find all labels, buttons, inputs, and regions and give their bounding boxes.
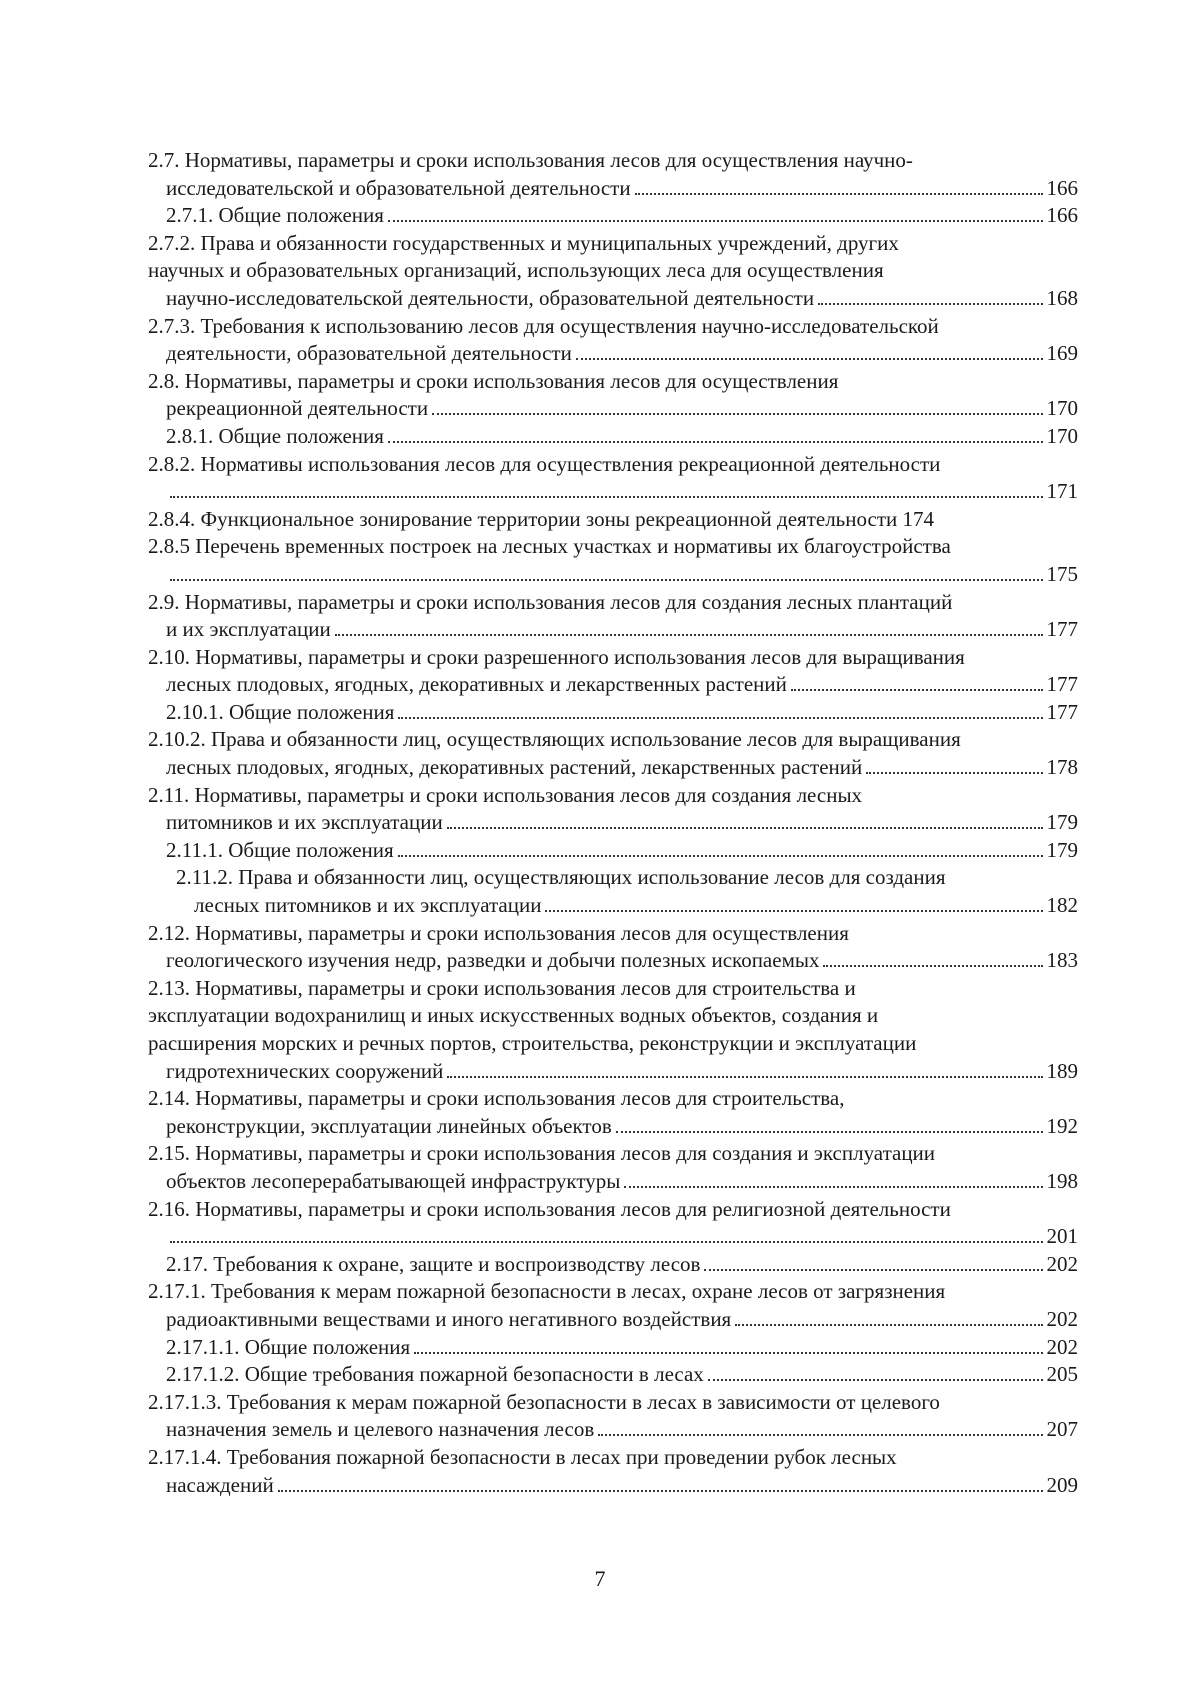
toc-entry-leader-line: [148, 340, 1078, 368]
toc-entry-leader-line: [148, 561, 1078, 589]
toc-entry-page: 202: [1046, 1334, 1078, 1359]
toc-entry-leader-line: [148, 1416, 1078, 1444]
toc-entry[interactable]: [148, 202, 1078, 230]
toc-entry-leader-line: [148, 947, 1078, 975]
toc-entry-title: 2.11.1. Общие положения: [166, 837, 394, 862]
toc-entry-page: 192: [1046, 1113, 1078, 1138]
toc-entry[interactable]: [148, 1251, 1078, 1279]
toc-entry-leader-line: [148, 175, 1078, 203]
toc-entry-title: 2.17.1.1. Общие положения: [166, 1334, 411, 1359]
toc-entry-leader-line: [148, 285, 1078, 313]
toc-entry-page: 170: [1046, 396, 1078, 421]
toc-entry-line: 2.9. Нормативы, параметры и сроки использования лесов для создания лесных плантаций: [148, 589, 953, 614]
toc-entry-title: объектов лесоперерабатывающей инфраструктуры: [166, 1168, 621, 1193]
toc-entry-line: научных и образовательных организаций, использующих леса для осуществления: [148, 258, 884, 283]
toc-entry-line: 2.11. Нормативы, параметры и сроки использования лесов для создания лесных: [148, 782, 863, 807]
dot-leader: [335, 634, 1043, 636]
toc-entry-leader-line: [148, 837, 1078, 865]
dot-leader: [278, 1490, 1043, 1492]
dot-leader: [735, 1324, 1042, 1326]
toc-entry-page: 198: [1046, 1168, 1078, 1193]
toc-entry-leader-line: [148, 1251, 1078, 1279]
toc-entry-line: 2.8.4. Функциональное зонирование территории зоны рекреационной деятельности 174: [148, 506, 934, 531]
dot-leader: [708, 1379, 1043, 1381]
toc-entry-page: 171: [1046, 479, 1078, 504]
toc-entry-page: 202: [1046, 1251, 1078, 1276]
toc-entry-leader-line: [148, 1361, 1078, 1389]
toc-entry[interactable]: [148, 975, 1078, 1085]
dot-leader: [170, 579, 1043, 581]
toc-entry[interactable]: [148, 1389, 1078, 1444]
toc-entry-line: 2.17.1.4. Требования пожарной безопасности в лесах при проведении рубок лесных: [148, 1444, 897, 1469]
toc-entry[interactable]: [148, 1196, 1078, 1251]
toc-entry-title: геологического изучения недр, разведки и добычи полезных ископаемых: [166, 948, 820, 973]
toc-entry[interactable]: [148, 589, 1078, 644]
toc-entry-page: 183: [1046, 948, 1078, 973]
toc-entry-page: 189: [1046, 1058, 1078, 1083]
toc-entry-page: 170: [1046, 423, 1078, 448]
toc-entry-page: 182: [1046, 893, 1078, 918]
toc-entry-page: 202: [1046, 1306, 1078, 1331]
toc-entry-leader-line: [148, 1223, 1078, 1251]
toc-entry-leader-line: [148, 423, 1078, 451]
toc-entry-leader-line: [148, 1334, 1078, 1362]
dot-leader: [866, 772, 1042, 774]
dot-leader: [818, 303, 1042, 305]
dot-leader: [170, 496, 1043, 498]
dot-leader: [635, 193, 1043, 195]
dot-leader: [447, 1076, 1042, 1078]
toc-entry-page: 166: [1046, 175, 1078, 200]
toc-entry[interactable]: [148, 837, 1078, 865]
toc-entry-title: 2.17. Требования к охране, защите и воспроизводству лесов: [166, 1251, 701, 1276]
toc-entry-line: 2.8. Нормативы, параметры и сроки использования лесов для осуществления: [148, 368, 839, 393]
toc-entry-title: 2.7.1. Общие положения: [166, 203, 384, 228]
toc-entry[interactable]: [148, 451, 1078, 506]
toc-entry-page: 205: [1046, 1362, 1078, 1387]
toc-entry[interactable]: [148, 726, 1078, 781]
dot-leader: [576, 358, 1043, 360]
toc-entry-leader-line: [148, 1058, 1078, 1086]
toc-entry-title: насаждений: [166, 1472, 274, 1497]
toc-entry-line: 2.7.3. Требования к использованию лесов для осуществления научно-исследовательской: [148, 313, 939, 338]
toc-entry-page: 177: [1046, 617, 1078, 642]
dot-leader: [388, 220, 1043, 222]
toc-entry-leader-line: [176, 892, 1078, 920]
toc-entry-line: 2.14. Нормативы, параметры и сроки использования лесов для строительства,: [148, 1086, 845, 1111]
dot-leader: [791, 689, 1043, 691]
dot-leader: [447, 827, 1043, 829]
toc-entry-leader-line: [148, 616, 1078, 644]
toc-entry[interactable]: [148, 230, 1078, 313]
toc-entry[interactable]: [148, 1444, 1078, 1499]
toc-entry-leader-line: [148, 1472, 1078, 1500]
toc-entry-title: лесных плодовых, ягодных, декоративных растений, лекарственных растений: [166, 755, 863, 780]
page-number: 7: [594, 1566, 606, 1591]
toc-entry-line: расширения морских и речных портов, строительства, реконструкции и эксплуатации: [148, 1031, 917, 1055]
toc-entry[interactable]: [148, 1085, 1078, 1140]
toc-entry-title: лесных плодовых, ягодных, декоративных и лекарственных растений: [166, 672, 787, 697]
toc-entry-line: 2.8.5 Перечень временных построек на лесных участках и нормативы их благоустройства: [148, 534, 951, 559]
toc-entry-title: 2.17.1.2. Общие требования пожарной безопасности в лесах: [166, 1362, 704, 1387]
toc-entry-title: рекреационной деятельности: [166, 396, 429, 421]
toc-entry[interactable]: [148, 864, 1078, 919]
dot-leader: [704, 1269, 1042, 1271]
dot-leader: [432, 413, 1042, 415]
toc-entry[interactable]: [148, 1140, 1078, 1195]
toc-entry[interactable]: [148, 313, 1078, 368]
toc-entry-page: 201: [1046, 1224, 1078, 1249]
toc-entry[interactable]: [148, 147, 1078, 202]
toc-entry-leader-line: [148, 1113, 1078, 1141]
toc-entry-title: реконструкции, эксплуатации линейных объектов: [166, 1113, 612, 1138]
toc-entry-line: 2.7.2. Права и обязанности государственных и муниципальных учреждений, других: [148, 230, 899, 255]
toc-entry-title: питомников и их эксплуатации: [166, 810, 443, 835]
toc-entry-title: 2.8.1. Общие положения: [166, 423, 384, 448]
toc-entry-leader-line: [148, 202, 1078, 230]
toc-entry-page: 169: [1046, 341, 1078, 366]
toc-entry-leader-line: [148, 1306, 1078, 1334]
toc-entry-page: 178: [1046, 755, 1078, 780]
dot-leader: [170, 1241, 1043, 1243]
toc-entry[interactable]: [148, 1334, 1078, 1362]
toc-entry-title: радиоактивными веществами и иного негативного воздействия: [166, 1306, 732, 1331]
toc-entry[interactable]: [148, 699, 1078, 727]
toc-entry-leader-line: [148, 478, 1078, 506]
dot-leader: [414, 1352, 1042, 1354]
toc-entry-line: 2.11.2. Права и обязанности лиц, осуществляющих использование лесов для создания: [176, 865, 946, 890]
dot-leader: [823, 965, 1042, 967]
toc-entry-line: 2.10. Нормативы, параметры и сроки разрешенного использования лесов для выращивания: [148, 644, 965, 669]
toc-entry-leader-line: [148, 671, 1078, 699]
toc-entry-title: лесных питомников и их эксплуатации: [194, 893, 542, 918]
toc-entry[interactable]: [148, 506, 1078, 534]
toc-entry-leader-line: [148, 699, 1078, 727]
toc-entry-line: 2.8.2. Нормативы использования лесов для осуществления рекреационной деятельности: [148, 451, 941, 476]
toc-entry-line: 2.13. Нормативы, параметры и сроки использования лесов для строительства и: [148, 975, 856, 1000]
toc-entry-page: 179: [1046, 837, 1078, 862]
toc-entry-page: 175: [1046, 561, 1078, 586]
dot-leader: [398, 717, 1042, 719]
toc-entry-leader-line: [148, 809, 1078, 837]
toc-entry-line: 2.17.1. Требования к мерам пожарной безопасности в лесах, охране лесов от загрязнения: [148, 1279, 946, 1304]
dot-leader: [388, 441, 1043, 443]
toc-entry-line: 2.15. Нормативы, параметры и сроки использования лесов для создания и эксплуатации: [148, 1141, 936, 1166]
toc-entry-line: 2.16. Нормативы, параметры и сроки использования лесов для религиозной деятельности: [148, 1196, 951, 1221]
toc-entry-page: 168: [1046, 285, 1078, 310]
toc-entry-title: назначения земель и целевого назначения лесов: [166, 1417, 595, 1442]
toc-entry-line: 2.7. Нормативы, параметры и сроки использования лесов для осуществления научно-: [148, 148, 913, 172]
toc-entry-line: эксплуатации водохранилищ и иных искусственных водных объектов, создания и: [148, 1003, 879, 1028]
toc-entry[interactable]: [148, 1361, 1078, 1389]
toc-entry-title: и их эксплуатации: [166, 617, 331, 642]
dot-leader: [598, 1434, 1042, 1436]
dot-leader: [624, 1186, 1042, 1188]
toc-entry[interactable]: [148, 644, 1078, 699]
toc-entry-title: исследовательской и образовательной деятельности: [166, 175, 631, 200]
toc-entry-title: гидротехнических сооружений: [166, 1058, 444, 1083]
toc-entry-leader-line: [148, 1168, 1078, 1196]
toc-entry-title: деятельности, образовательной деятельности: [166, 341, 572, 366]
toc-entry-line: 2.17.1.3. Требования к мерам пожарной безопасности в лесах в зависимости от целевого: [148, 1389, 940, 1414]
toc-entry[interactable]: [148, 423, 1078, 451]
table-of-contents: [148, 147, 1078, 1499]
toc-entry-line: 2.10.2. Права и обязанности лиц, осуществляющих использование лесов для выращивания: [148, 727, 961, 752]
toc-entry[interactable]: [148, 782, 1078, 837]
toc-entry-page: 207: [1046, 1417, 1078, 1442]
toc-entry[interactable]: [148, 533, 1078, 588]
toc-entry[interactable]: [148, 920, 1078, 975]
toc-entry-page: 177: [1046, 699, 1078, 724]
toc-entry-title: 2.10.1. Общие положения: [166, 699, 395, 724]
toc-entry-page: 177: [1046, 672, 1078, 697]
toc-entry-title: научно-исследовательской деятельности, образовательной деятельности: [166, 285, 815, 310]
dot-leader: [545, 910, 1042, 912]
toc-entry-leader-line: [148, 395, 1078, 423]
toc-entry-page: 166: [1046, 203, 1078, 228]
toc-entry-page: 209: [1046, 1472, 1078, 1497]
toc-entry[interactable]: [148, 368, 1078, 423]
dot-leader: [616, 1131, 1043, 1133]
toc-entry[interactable]: [148, 1278, 1078, 1333]
toc-entry-page: 179: [1046, 810, 1078, 835]
toc-entry-line: 2.12. Нормативы, параметры и сроки использования лесов для осуществления: [148, 920, 849, 945]
toc-entry-leader-line: [148, 754, 1078, 782]
dot-leader: [398, 855, 1043, 857]
